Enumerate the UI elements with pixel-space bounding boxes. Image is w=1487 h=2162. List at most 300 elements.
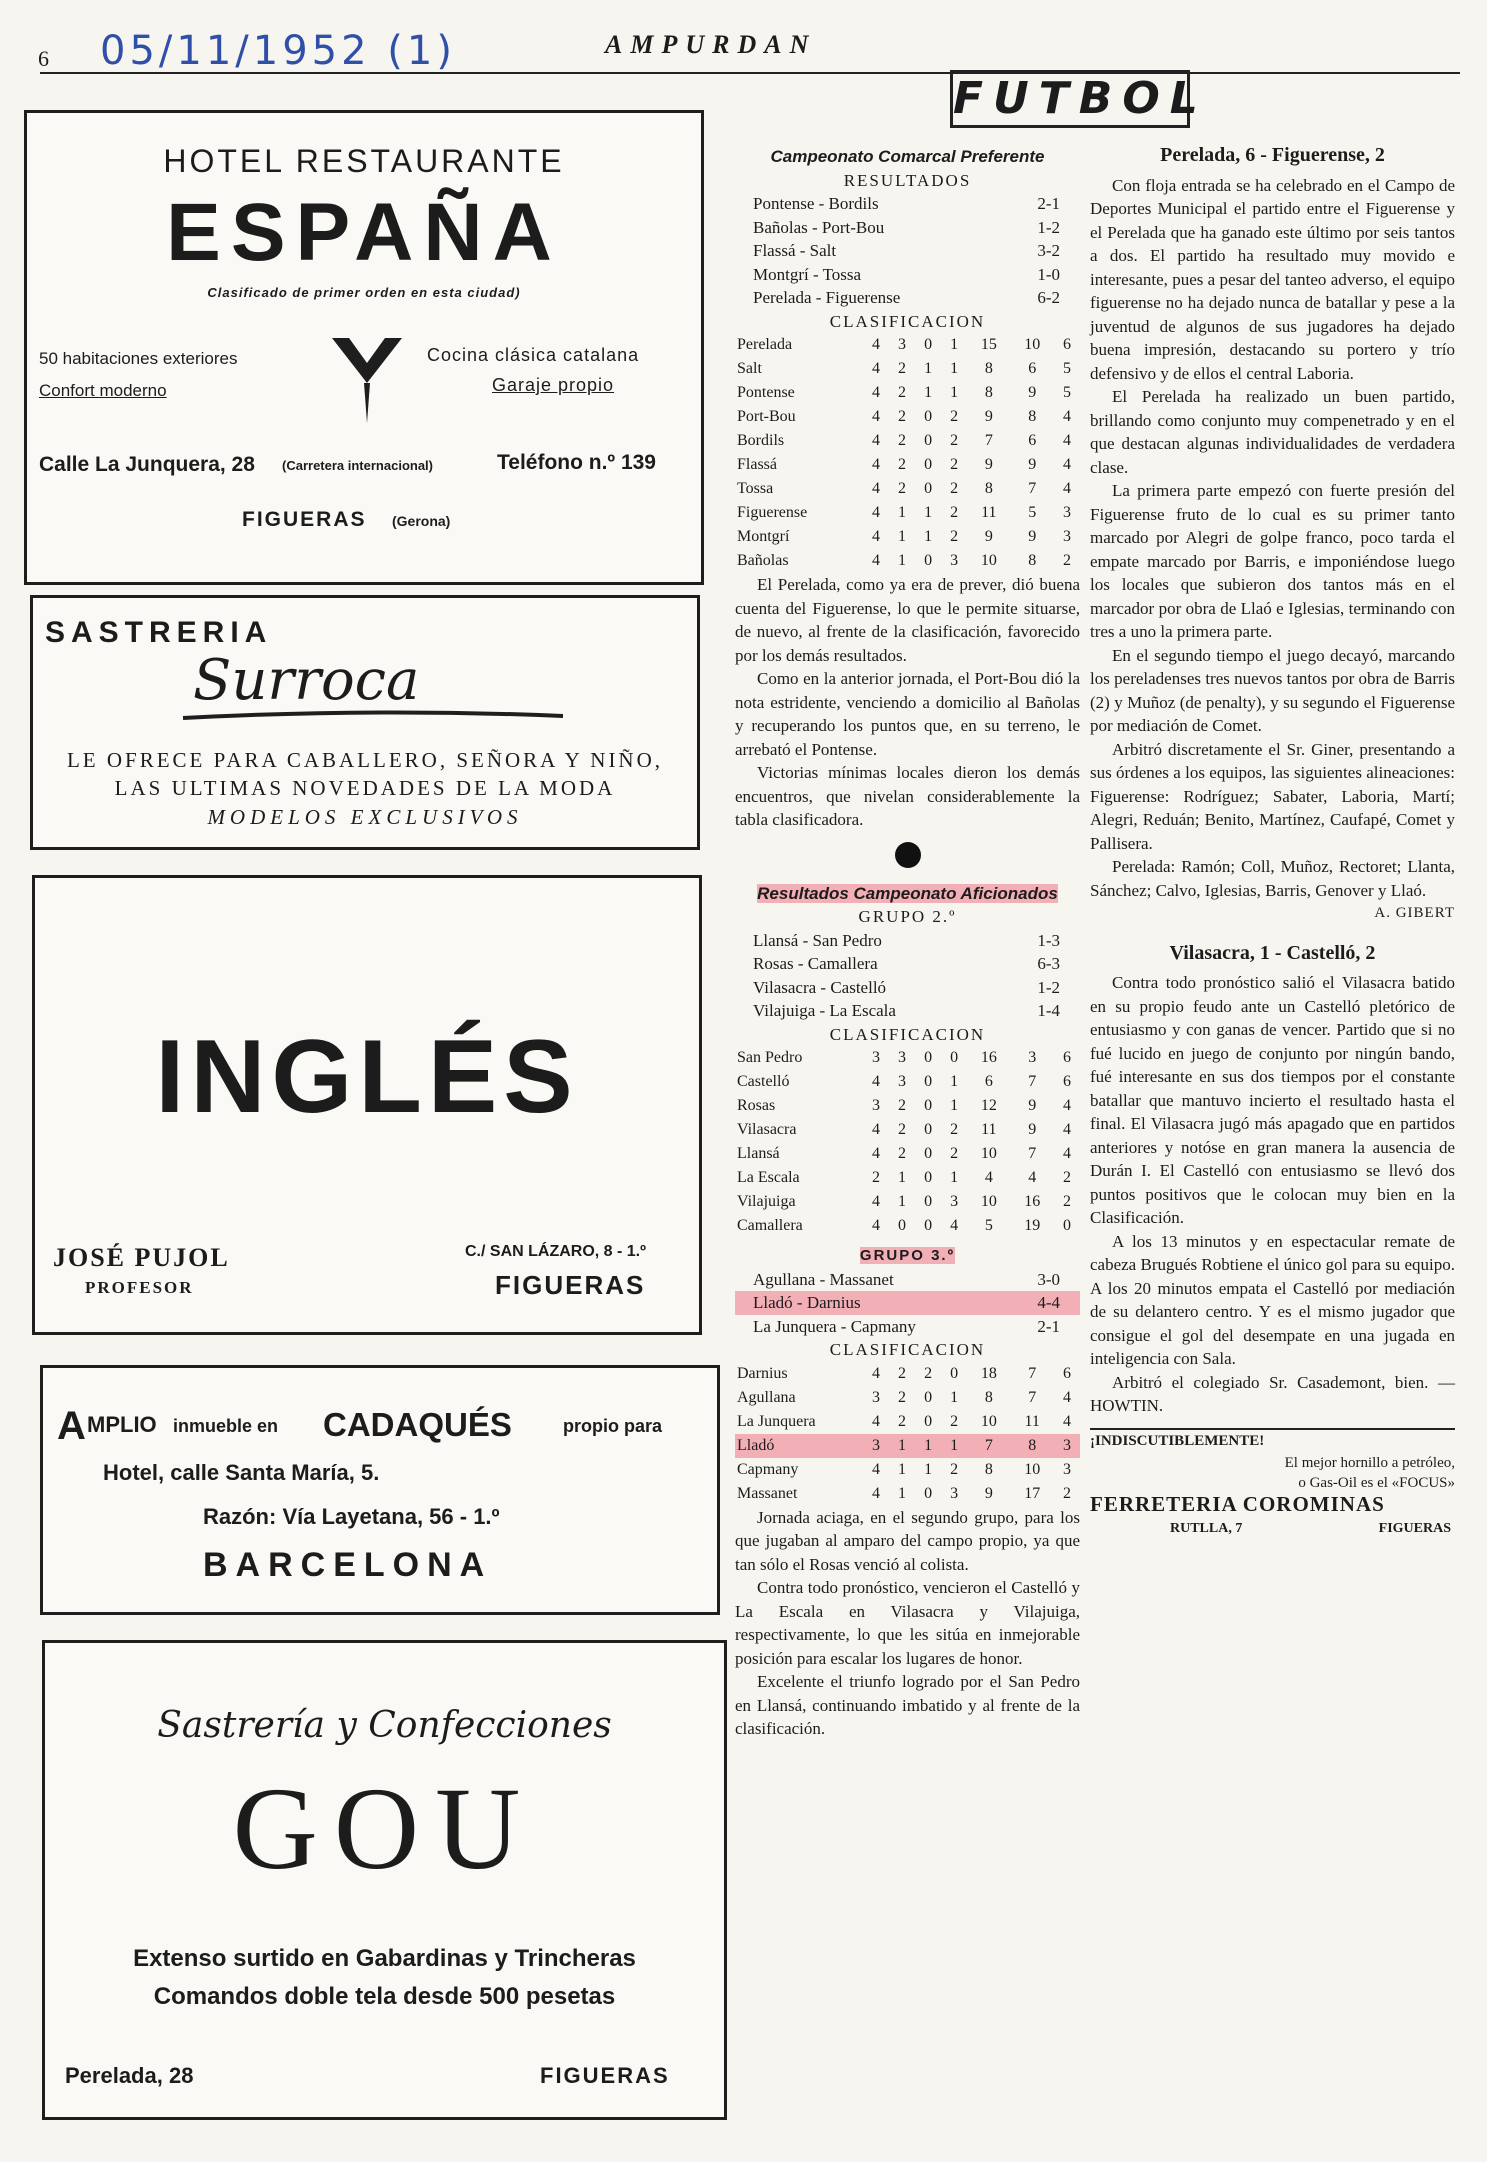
standings-row	[735, 1166, 1080, 1190]
gou-city: FIGUERAS	[540, 2063, 670, 2088]
classified-ad	[1090, 1428, 1455, 1541]
standings-team: Massanet	[737, 1484, 798, 1502]
gou-line1: Extenso surtido en Gabardinas y Trincheras	[133, 1945, 636, 1972]
standings-value: 4	[872, 1193, 881, 1210]
standings-row	[735, 525, 1080, 549]
sastreria-surroca-ad	[30, 595, 700, 850]
standings-value: 1	[950, 360, 959, 377]
standings-value: 1	[924, 360, 933, 377]
standings-value: 0	[924, 1121, 933, 1138]
standings-value: 2	[950, 408, 959, 425]
comarcal-results-label: RESULTADOS	[843, 170, 972, 190]
standings-team: Port-Bou	[737, 408, 796, 425]
standings-value: 1	[924, 1460, 933, 1478]
standings-value: 2	[898, 1121, 907, 1138]
standings-value: 9	[984, 456, 993, 473]
standings-team: Rosas	[737, 1097, 776, 1114]
comarcal-standings-table	[735, 333, 1080, 573]
result-row	[735, 216, 1080, 240]
hotel-left2: Confort moderno	[39, 381, 167, 400]
standings-value: 0	[950, 1049, 959, 1066]
standings-value: 0	[924, 552, 933, 569]
standings-value: 2	[1062, 1484, 1071, 1502]
standings-value: 9	[1028, 1097, 1037, 1114]
standings-team: Perelada	[737, 336, 793, 353]
standings-value: 4	[1062, 1412, 1071, 1430]
hotel-espana-ad	[24, 110, 704, 585]
result-score: 2-1	[1037, 1316, 1060, 1336]
standings-value: 8	[984, 1460, 993, 1478]
result-match: Vilajuiga - La Escala	[753, 1001, 896, 1020]
standings-value: 1	[950, 1073, 959, 1090]
result-score: 4-4	[1037, 1293, 1060, 1312]
standings-value: 4	[1062, 432, 1071, 449]
standings-value: 0	[924, 1484, 933, 1502]
classified-line2: o Gas-Oil es el «FOCUS»	[1298, 1475, 1455, 1491]
standings-value: 9	[984, 528, 993, 545]
perelada-signature: A. GIBERT	[1374, 905, 1455, 921]
standings-value: 2	[924, 1364, 933, 1382]
standings-value: 6	[1062, 1364, 1071, 1382]
standings-value: 0	[924, 1097, 933, 1114]
standings-value: 3	[950, 1193, 959, 1210]
standings-value: 1	[950, 1169, 959, 1186]
result-match: Flassá - Salt	[753, 241, 837, 260]
standings-value: 3	[1062, 1460, 1071, 1478]
standings-value: 5	[1062, 360, 1071, 377]
standings-value: 7	[984, 432, 993, 449]
paragraph: Con floja entrada se ha celebrado en el Campo de Deportes Municipal el partido entre el Figuerense y el Perelada que ha ganado este último por seis tantos a dos. El partido ha resultado muy movido e interesante, pues a pesar del tanteo adverso, el equipo figuerense no ha dejado nunca de batallar y pese a la juventud de algunos de sus jugadores ha dejado buena impresión, destacando su portero y trío defensivo y de ellos el central Laboria.	[1090, 175, 1455, 383]
hotel-province: (Gerona)	[392, 513, 451, 529]
standings-team: Llansá	[737, 1145, 780, 1162]
standings-value: 10	[980, 1145, 997, 1162]
standings-value: 2	[898, 480, 907, 497]
standings-value: 4	[1028, 1169, 1037, 1186]
standings-value: 4	[872, 480, 881, 497]
standings-value: 19	[1024, 1217, 1041, 1234]
result-match: Perelada - Figuerense	[753, 288, 901, 307]
cadaques-city: BARCELONA	[203, 1546, 493, 1584]
standings-value: 4	[872, 408, 881, 425]
standings-value: 4	[1062, 456, 1071, 473]
perelada-match-title: Perelada, 6 - Figuerense, 2	[1160, 144, 1385, 166]
standings-team: Vilajuiga	[737, 1193, 796, 1210]
paragraph: Excelente el triunfo logrado por el San Pedro en Llansá, continuando imbatido y al frente de la clasificación.	[735, 1672, 1080, 1738]
standings-row	[735, 1386, 1080, 1410]
standings-value: 0	[924, 1193, 933, 1210]
paragraph: Perelada: Ramón; Coll, Muñoz, Rectoret; Llanta, Sánchez; Calvo, Iglesias, Barris, Genover y Llaó.	[1090, 857, 1455, 900]
hotel-right1: Cocina clásica catalana	[427, 345, 640, 365]
standings-value: 4	[872, 456, 881, 473]
standings-value: 2	[898, 1097, 907, 1114]
classified-shop: FERRETERIA COROMINAS	[1090, 1492, 1385, 1516]
standings-row	[735, 405, 1080, 429]
standings-team: Darnius	[737, 1364, 788, 1382]
standings-row	[735, 477, 1080, 501]
comarcal-commentary	[735, 573, 1080, 832]
standings-value: 2	[898, 408, 907, 425]
standings-value: 1	[950, 336, 959, 353]
standings-value: 10	[980, 1193, 997, 1210]
paragraph: Contra todo pronóstico salió el Vilasacra batido en su propio feudo ante un Castelló pletórico de entusiasmo y con ganas de vencer. Partido que si no fué lucido en juego de conjunto por ningún bando, fué interesante en sus dos tiempos por el constante batallar que mantuvo incierto el resultado hasta el final. El Vilasacra jugó más apagado que en partidos anteriores y notóse en gran manera la ausencia de Durán I. El Castelló con entusiasmo se llevó dos puntos positivos que le colocan muy bien en la Clasificación.	[1090, 973, 1455, 1227]
result-score: 2-1	[1037, 194, 1060, 213]
standings-value: 1	[924, 504, 933, 521]
standings-value: 7	[1028, 1388, 1037, 1406]
standings-value: 2	[950, 1412, 959, 1430]
hotel-name: ESPAÑA	[166, 187, 562, 278]
page-number: 6	[38, 46, 49, 71]
standings-value: 3	[1028, 1049, 1037, 1066]
standings-value: 4	[1062, 480, 1071, 497]
result-row	[735, 1315, 1080, 1339]
standings-value: 3	[1062, 528, 1071, 545]
cadaques-ad	[40, 1365, 720, 1615]
standings-value: 2	[898, 384, 907, 401]
standings-value: 6	[1062, 1049, 1071, 1066]
cadaques-name: CADAQUÉS	[323, 1406, 512, 1443]
standings-team: Vilasacra	[737, 1121, 797, 1138]
standings-value: 10	[1024, 1460, 1041, 1478]
ingles-role: PROFESOR	[85, 1278, 194, 1297]
standings-value: 1	[898, 528, 907, 545]
group3-label: GRUPO 3.º	[859, 1247, 956, 1264]
standings-value: 1	[898, 1460, 907, 1478]
standings-value: 1	[924, 1436, 933, 1454]
comarcal-title: Campeonato Comarcal Preferente	[770, 147, 1045, 166]
standings-row	[735, 1482, 1080, 1506]
standings-team: Figuerense	[737, 504, 808, 521]
group3-standings-table	[735, 1362, 1080, 1506]
standings-value: 12	[980, 1097, 997, 1114]
header-rule	[40, 72, 1460, 74]
standings-value: 10	[1024, 336, 1041, 353]
standings-value: 4	[1062, 1388, 1071, 1406]
standings-value: 4	[872, 528, 881, 545]
standings-value: 6	[984, 1073, 993, 1090]
hotel-tagline: Clasificado de primer orden en esta ciudad)	[207, 285, 521, 300]
standings-value: 8	[1028, 1436, 1037, 1454]
standings-value: 10	[980, 552, 997, 569]
standings-value: 0	[924, 456, 933, 473]
result-score: 1-3	[1037, 930, 1060, 950]
standings-team: Montgrí	[737, 528, 790, 545]
sastreria-script-name: Surroca	[193, 648, 420, 713]
standings-value: 15	[980, 336, 997, 353]
standings-team: Bordils	[737, 432, 785, 449]
hotel-address: Calle La Junquera, 28	[39, 453, 255, 476]
standings-value: 0	[924, 1388, 933, 1406]
result-row	[735, 952, 1080, 976]
paragraph: Arbitró el colegiado Sr. Casademont, bien. — HOWTIN.	[1090, 1372, 1455, 1415]
standings-value: 2	[898, 1364, 907, 1382]
standings-value: 4	[1062, 408, 1071, 425]
standings-value: 5	[1028, 504, 1037, 521]
standings-value: 2	[1062, 552, 1071, 569]
standings-row	[735, 1094, 1080, 1118]
hotel-left1: 50 habitaciones exteriores	[39, 349, 238, 368]
result-match: Vilasacra - Castelló	[753, 977, 887, 997]
standings-value: 7	[1028, 480, 1037, 497]
cadaques-line3: Razón: Vía Layetana, 56 - 1.º	[203, 1504, 500, 1529]
standings-value: 4	[872, 360, 881, 377]
standings-row	[735, 1410, 1080, 1434]
standings-value: 3	[950, 1484, 959, 1502]
standings-value: 4	[872, 504, 881, 521]
gou-address: Perelada, 28	[65, 2063, 194, 2088]
standings-value: 18	[980, 1364, 997, 1382]
standings-team: Castelló	[737, 1073, 790, 1090]
hotel-emblem-icon	[327, 323, 407, 428]
standings-value: 4	[872, 1484, 881, 1502]
result-row	[735, 999, 1080, 1023]
standings-value: 1	[898, 1169, 907, 1186]
standings-value: 4	[872, 552, 881, 569]
sastreria-title: SASTRERIA	[45, 616, 273, 649]
result-match: Pontense - Bordils	[753, 194, 879, 213]
standings-value: 2	[950, 480, 959, 497]
classified-city: FIGUERAS	[1378, 1520, 1451, 1536]
handwritten-date: 05/11/1952 (1)	[100, 28, 456, 74]
standings-value: 11	[981, 1121, 997, 1138]
standings-value: 4	[872, 1460, 881, 1478]
result-row	[735, 929, 1080, 953]
result-row	[735, 263, 1080, 287]
standings-value: 1	[898, 1436, 907, 1454]
gou-line2: Comandos doble tela desde 500 pesetas	[153, 1983, 616, 2010]
paragraph: Como en la anterior jornada, el Port-Bou dió la nota estridente, venciendo a domicilio al Bañolas y recuperando los puntos que, en su terreno, le arrebató el Pontense.	[735, 669, 1080, 759]
standings-value: 0	[924, 432, 933, 449]
standings-value: 0	[924, 336, 933, 353]
paragraph: Jornada aciaga, en el segundo grupo, para los que jugaban al amparo del campo propio, ya que tan sólo el Rosas venció al colista.	[735, 1507, 1080, 1574]
hotel-right2: Garaje propio	[492, 375, 615, 395]
standings-row	[735, 333, 1080, 357]
group3-standings-label: CLASIFICACION	[829, 1340, 986, 1359]
standings-value: 2	[1062, 1169, 1071, 1186]
standings-team: Capmany	[737, 1460, 799, 1478]
result-match: Montgrí - Tossa	[753, 264, 862, 284]
result-match: Llansá - San Pedro	[753, 930, 882, 950]
group2-standings-label: CLASIFICACION	[829, 1024, 986, 1044]
ingles-title: INGLÉS	[155, 1019, 579, 1135]
result-row	[735, 1291, 1080, 1315]
standings-value: 11	[981, 504, 997, 521]
standings-value: 2	[898, 456, 907, 473]
standings-value: 0	[1062, 1217, 1071, 1234]
standings-value: 1	[924, 528, 933, 545]
standings-row	[735, 549, 1080, 573]
standings-value: 2	[950, 1145, 959, 1162]
paragraph: Victorias mínimas locales dieron los demás encuentros, que nivelan considerablemente la tabla clasificadora.	[735, 763, 1080, 829]
standings-team: San Pedro	[737, 1049, 803, 1066]
result-score: 1-2	[1037, 217, 1060, 237]
standings-value: 7	[1028, 1145, 1037, 1162]
script-underline-icon	[183, 706, 563, 726]
standings-value: 4	[872, 384, 881, 401]
classified-line1: El mejor hornillo a petróleo,	[1284, 1455, 1455, 1471]
standings-value: 0	[924, 408, 933, 425]
result-score: 1-2	[1037, 977, 1060, 997]
standings-value: 2	[1062, 1193, 1071, 1210]
standings-value: 4	[872, 1364, 881, 1382]
group2-label: GRUPO 2.º	[858, 907, 957, 926]
vilasacra-match-report	[1090, 971, 1455, 1418]
standings-value: 10	[980, 1412, 997, 1430]
standings-row	[735, 357, 1080, 381]
result-row	[735, 239, 1080, 263]
standings-value: 0	[898, 1217, 907, 1234]
standings-team: Pontense	[737, 384, 795, 401]
standings-row	[735, 381, 1080, 405]
standings-value: 8	[984, 360, 993, 377]
standings-team: Bañolas	[737, 552, 789, 569]
standings-value: 8	[984, 480, 993, 497]
standings-value: 3	[950, 552, 959, 569]
standings-value: 5	[1062, 384, 1071, 401]
standings-value: 7	[984, 1436, 993, 1454]
standings-value: 9	[984, 408, 993, 425]
standings-value: 2	[950, 432, 959, 449]
standings-value: 2	[950, 1460, 959, 1478]
standings-value: 16	[980, 1049, 997, 1066]
standings-value: 17	[1024, 1484, 1041, 1502]
standings-value: 6	[1062, 1073, 1071, 1090]
standings-value: 16	[1024, 1193, 1041, 1210]
standings-value: 0	[924, 1412, 933, 1430]
standings-value: 1	[950, 1388, 959, 1406]
cadaques-amplio: MPLIO	[87, 1412, 157, 1437]
cadaques-line2: Hotel, calle Santa María, 5.	[103, 1460, 380, 1485]
standings-value: 2	[950, 504, 959, 521]
standings-value: 0	[924, 1073, 933, 1090]
standings-row	[735, 1214, 1080, 1238]
result-row	[735, 1268, 1080, 1292]
standings-team: Salt	[737, 360, 762, 377]
standings-value: 3	[872, 1436, 881, 1454]
standings-value: 4	[1062, 1121, 1071, 1138]
standings-value: 4	[872, 1145, 881, 1162]
standings-value: 1	[950, 1436, 959, 1454]
standings-row	[735, 1434, 1080, 1458]
standings-value: 2	[950, 528, 959, 545]
hotel-line1: HOTEL RESTAURANTE	[163, 143, 565, 179]
standings-row	[735, 453, 1080, 477]
standings-value: 4	[872, 432, 881, 449]
bullet-icon	[895, 842, 921, 868]
standings-value: 4	[984, 1169, 993, 1186]
standings-value: 1	[898, 1484, 907, 1502]
comarcal-standings-label: CLASIFICACION	[829, 311, 986, 331]
result-match: Lladó - Darnius	[753, 1293, 861, 1312]
result-score: 3-2	[1037, 241, 1060, 260]
standings-team: La Junquera	[737, 1412, 816, 1430]
standings-row	[735, 1070, 1080, 1094]
standings-value: 0	[950, 1364, 959, 1382]
paragraph: En el segundo tiempo el juego decayó, marcando los pereladenses tres nuevos tantos por obra de Barris (2) y Muñoz (de penalty), y su segundo el Figuerense por mediación de Comet.	[1090, 645, 1455, 735]
standings-team: Lladó	[737, 1436, 775, 1454]
masthead: AMPURDAN	[605, 30, 817, 59]
futbol-column-right	[1090, 140, 1455, 1540]
standings-value: 4	[1062, 1097, 1071, 1114]
standings-value: 1	[950, 1097, 959, 1114]
gou-script: Sastrería y Confecciones	[157, 1705, 612, 1746]
standings-row	[735, 1046, 1080, 1070]
standings-value: 3	[898, 1073, 907, 1090]
standings-team: Flassá	[737, 456, 777, 473]
standings-value: 3	[872, 1097, 881, 1114]
comarcal-results-list	[735, 192, 1080, 310]
gou-ad	[42, 1640, 727, 2120]
standings-value: 1	[950, 384, 959, 401]
aficionados-commentary	[735, 1506, 1080, 1741]
standings-value: 4	[872, 1217, 881, 1234]
cadaques-initial: A	[57, 1404, 86, 1448]
paragraph: El Perelada ha realizado un buen partido, brillando como conjunto muy compenetrado y en el que destacan algunas individualidades de verdadera clase.	[1090, 387, 1455, 477]
result-row	[735, 192, 1080, 216]
standings-value: 2	[898, 432, 907, 449]
standings-value: 11	[1024, 1412, 1040, 1430]
result-score: 1-0	[1037, 264, 1060, 284]
paragraph: La primera parte empezó con fuerte presión del Figuerense fruto de lo cual es su primer tanto marcado por Alegri de golpe franco, poco tarda el empate marcado por Barris, e imponiéndose luego los locales que subieron dos tantos más en el marcador por obra de Llaó e Iglesias, terminando con tres a uno la primera parte.	[1090, 481, 1455, 641]
standings-value: 3	[872, 1388, 881, 1406]
standings-value: 4	[950, 1217, 959, 1234]
ingles-ad	[32, 875, 702, 1335]
standings-value: 0	[924, 1145, 933, 1162]
result-match: La Junquera - Capmany	[753, 1316, 916, 1336]
perelada-match-report	[1090, 174, 1455, 903]
ingles-teacher: JOSÉ PUJOL	[53, 1243, 230, 1272]
standings-value: 4	[872, 336, 881, 353]
standings-value: 9	[1028, 384, 1037, 401]
standings-value: 1	[898, 1193, 907, 1210]
group2-results-list	[735, 929, 1080, 1023]
standings-value: 7	[1028, 1364, 1037, 1382]
paragraph: Contra todo pronóstico, vencieron el Castelló y La Escala en Vilasacra y Vilajuiga, respectivamente, lo que les sitúa en inmejorable posición para escalar los lugares de honor.	[735, 1578, 1080, 1668]
standings-row	[735, 1142, 1080, 1166]
standings-row	[735, 1458, 1080, 1482]
standings-row	[735, 501, 1080, 525]
standings-value: 8	[1028, 408, 1037, 425]
standings-value: 3	[898, 1049, 907, 1066]
standings-value: 9	[1028, 1121, 1037, 1138]
sastreria-line2: LAS ULTIMAS NOVEDADES DE LA MODA	[114, 776, 616, 800]
result-score: 6-3	[1037, 954, 1060, 973]
result-match: Bañolas - Port-Bou	[753, 217, 885, 237]
result-match: Rosas - Camallera	[753, 954, 878, 973]
standings-team: Agullana	[737, 1388, 796, 1406]
result-score: 6-2	[1037, 288, 1060, 307]
classified-label: ¡INDISCUTIBLEMENTE!	[1090, 1432, 1265, 1449]
group3-results-list	[735, 1268, 1080, 1339]
standings-value: 8	[1028, 552, 1037, 569]
standings-value: 8	[984, 384, 993, 401]
standings-value: 0	[924, 1217, 933, 1234]
standings-value: 2	[950, 1121, 959, 1138]
standings-value: 4	[1062, 1145, 1071, 1162]
standings-value: 2	[950, 456, 959, 473]
standings-value: 4	[872, 1073, 881, 1090]
standings-value: 3	[898, 336, 907, 353]
standings-team: La Escala	[737, 1169, 800, 1186]
standings-team: Tossa	[737, 480, 774, 497]
sastreria-line1: LE OFRECE PARA CABALLERO, SEÑORA Y NIÑO,	[66, 748, 664, 772]
standings-value: 0	[924, 1049, 933, 1066]
futbol-heading: FUTBOL	[950, 70, 1190, 128]
standings-row	[735, 1118, 1080, 1142]
standings-row	[735, 1190, 1080, 1214]
standings-value: 6	[1028, 360, 1037, 377]
standings-row	[735, 1362, 1080, 1386]
aficionados-title: Resultados Campeonato Aficionados	[757, 883, 1058, 903]
